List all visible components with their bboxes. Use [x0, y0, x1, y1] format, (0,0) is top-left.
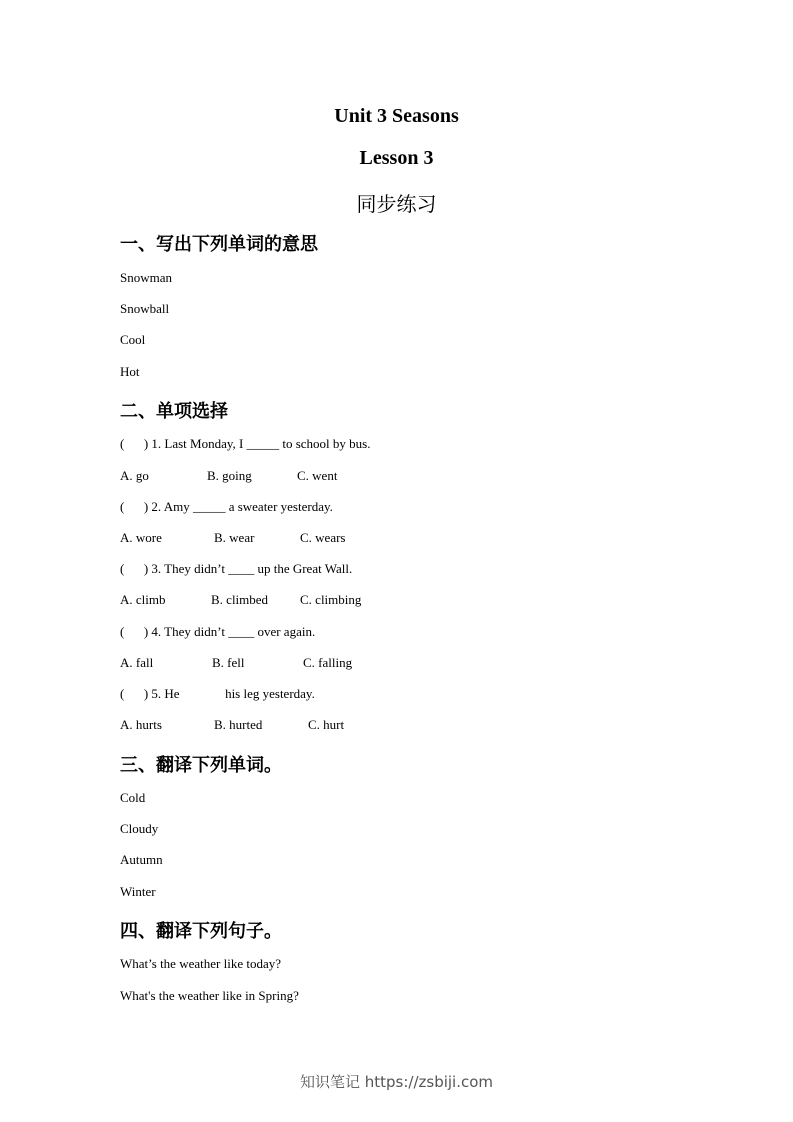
section4-sentence: What’s the weather like today?	[120, 956, 281, 971]
section1-word: Cool	[120, 332, 146, 347]
option-c: C. falling	[303, 655, 353, 670]
section3-heading: 三、翻译下列单词。	[120, 755, 282, 776]
option-c: C. climbing	[300, 592, 362, 607]
section4-heading: 四、翻译下列句子。	[120, 921, 282, 942]
option-c: C. went	[297, 468, 338, 483]
section1-word: Hot	[120, 364, 140, 379]
option-b: B. hurted	[214, 717, 263, 732]
option-a: A. climb	[120, 592, 166, 607]
option-b: B. wear	[214, 530, 255, 545]
option-b: B. fell	[212, 655, 245, 670]
section3-word: Autumn	[120, 852, 163, 867]
question-stem: ( ) 3. They didn’t ____ up the Great Wall.	[120, 561, 353, 576]
option-a: A. go	[120, 468, 149, 483]
question-stem: ( ) 1. Last Monday, I _____ to school by bus.	[120, 436, 371, 451]
section4-sentence: What's the weather like in Spring?	[120, 988, 299, 1003]
option-a: A. hurts	[120, 717, 162, 732]
unit-title: Unit 3 Seasons	[334, 105, 459, 127]
watermark-footer: 知识笔记 https://zsbiji.com	[299, 1073, 494, 1091]
practice-title: 同步练习	[356, 192, 437, 216]
section1-word: Snowman	[120, 270, 172, 285]
option-c: C. wears	[300, 530, 346, 545]
question-stem: ( ) 5. He his leg yesterday.	[120, 686, 315, 701]
section1-heading: 一、写出下列单词的意思	[120, 234, 318, 255]
option-a: A. wore	[120, 530, 162, 545]
section3-word: Winter	[120, 884, 156, 899]
question-stem: ( ) 2. Amy _____ a sweater yesterday.	[120, 499, 333, 514]
option-b: B. going	[207, 468, 252, 483]
question-stem: ( ) 4. They didn’t ____ over again.	[120, 624, 316, 639]
section3-word: Cloudy	[120, 821, 159, 836]
lesson-title: Lesson 3	[359, 147, 434, 169]
section2-heading: 二、单项选择	[120, 401, 228, 422]
option-a: A. fall	[120, 655, 154, 670]
section1-word: Snowball	[120, 301, 170, 316]
option-c: C. hurt	[308, 717, 345, 732]
section3-word: Cold	[120, 790, 146, 805]
option-b: B. climbed	[211, 592, 269, 607]
